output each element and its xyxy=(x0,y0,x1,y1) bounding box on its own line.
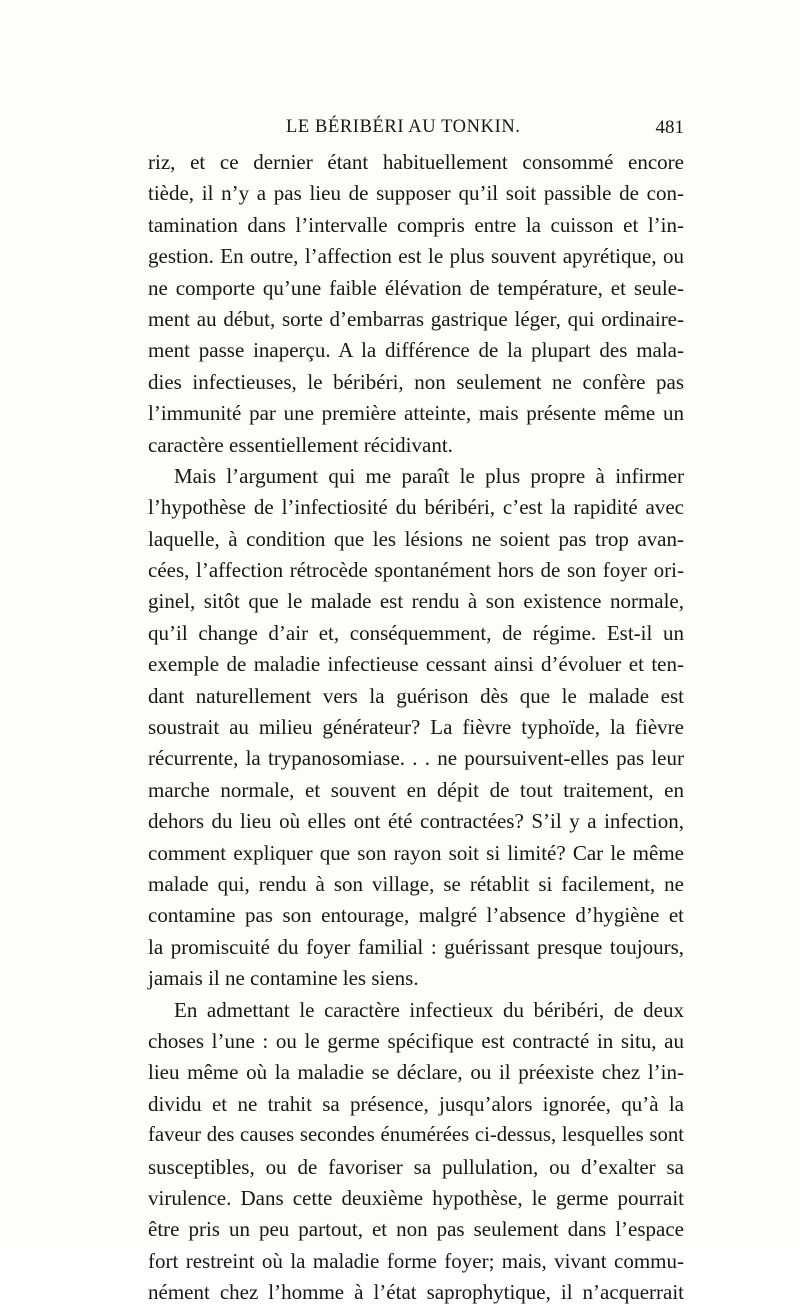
text-line: malade qui, rendu à son village, se rétablit si facilement, ne xyxy=(148,871,684,896)
text-line: En admettant le caractère infectieux du béribéri, de deux xyxy=(174,997,684,1022)
text-line: nément chez l’homme à l’état saprophytique, il n’acquerrait xyxy=(148,1280,684,1305)
text-line: récurrente, la trypanosomiase. . . ne poursuivent-elles pas leur xyxy=(148,746,684,771)
text-line: caractère essentiellement récidivant. xyxy=(148,432,453,457)
text-line: jamais il ne contamine les siens. xyxy=(148,966,419,991)
text-line: lieu même où la maladie se déclare, ou il préexiste chez l’in- xyxy=(148,1060,684,1085)
text-line: dies infectieuses, le béribéri, non seulement ne confère pas xyxy=(148,369,684,394)
text-line: gestion. En outre, l’affection est le plus souvent apyrétique, ou xyxy=(148,244,684,269)
text-line: cées, l’affection rétrocède spontanément hors de son foyer ori- xyxy=(148,558,684,583)
text-line: faveur des causes secondes énumérées ci-dessus, lesquelles sont xyxy=(148,1124,684,1147)
text-line: choses l’une : ou le germe spécifique est contracté in situ, au xyxy=(148,1028,684,1053)
text-line: comment expliquer que son rayon soit si limité? Car le même xyxy=(148,840,684,865)
text-line: laquelle, à condition que les lésions ne soient pas trop avan- xyxy=(148,526,684,551)
text-line: ne comporte qu’une faible élévation de température, et seule- xyxy=(148,275,684,300)
text-line: être pris un peu partout, et non pas seulement dans l’espace xyxy=(148,1217,684,1242)
text-line: susceptibles, ou de favoriser sa pullulation, ou d’exalter sa xyxy=(148,1154,684,1179)
text-line: virulence. Dans cette deuxième hypothèse, le germe pourrait xyxy=(148,1185,684,1210)
text-line: marche normale, et souvent en dépit de tout traitement, en xyxy=(148,777,684,802)
text-line: exemple de maladie infectieuse cessant ainsi d’évoluer et ten- xyxy=(148,652,684,677)
text-line: qu’il change d’air et, conséquemment, de régime. Est-il un xyxy=(148,620,684,645)
text-line: dant naturellement vers la guérison dès que le malade est xyxy=(148,683,684,708)
text-line: contamine pas son entourage, malgré l’absence d’hygiène et xyxy=(148,903,684,928)
text-line: dehors du lieu où elles ont été contractées? S’il y a infection, xyxy=(148,809,684,834)
text-line: l’hypothèse de l’infectiosité du béribéri, c’est la rapidité avec xyxy=(148,495,684,520)
text-line: l’immunité par une première atteinte, mais présente même un xyxy=(148,401,684,426)
text-line: Mais l’argument qui me paraît le plus propre à infirmer xyxy=(174,463,684,488)
text-line: soustrait au milieu générateur? La fièvre typhoïde, la fièvre xyxy=(148,715,684,740)
text-line: fort restreint où la maladie forme foyer; mais, vivant commu- xyxy=(148,1248,684,1273)
text-line: tiède, il n’y a pas lieu de supposer qu’il soit passible de con- xyxy=(148,181,684,206)
text-line: la promiscuité du foyer familial : guérissant presque toujours, xyxy=(148,934,684,959)
body-text xyxy=(148,147,684,1308)
text-line: ment au début, sorte d’embarras gastrique léger, qui ordinaire- xyxy=(148,306,684,331)
page-header xyxy=(148,117,684,147)
running-head: LE BÉRIBÉRI AU TONKIN. xyxy=(286,117,521,137)
text-line: ginel, sitôt que le malade est rendu à son existence normale, xyxy=(148,589,684,614)
text-line: riz, et ce dernier étant habituellement consommé encore xyxy=(148,150,684,174)
text-line: ment passe inaperçu. A la différence de la plupart des mala- xyxy=(148,338,684,363)
text-line: dividu et ne trahit sa présence, jusqu’alors ignorée, qu’à la xyxy=(148,1091,684,1116)
page-number: 481 xyxy=(655,117,684,138)
text-line: tamination dans l’intervalle compris entre la cuisson et l’in- xyxy=(148,212,684,237)
